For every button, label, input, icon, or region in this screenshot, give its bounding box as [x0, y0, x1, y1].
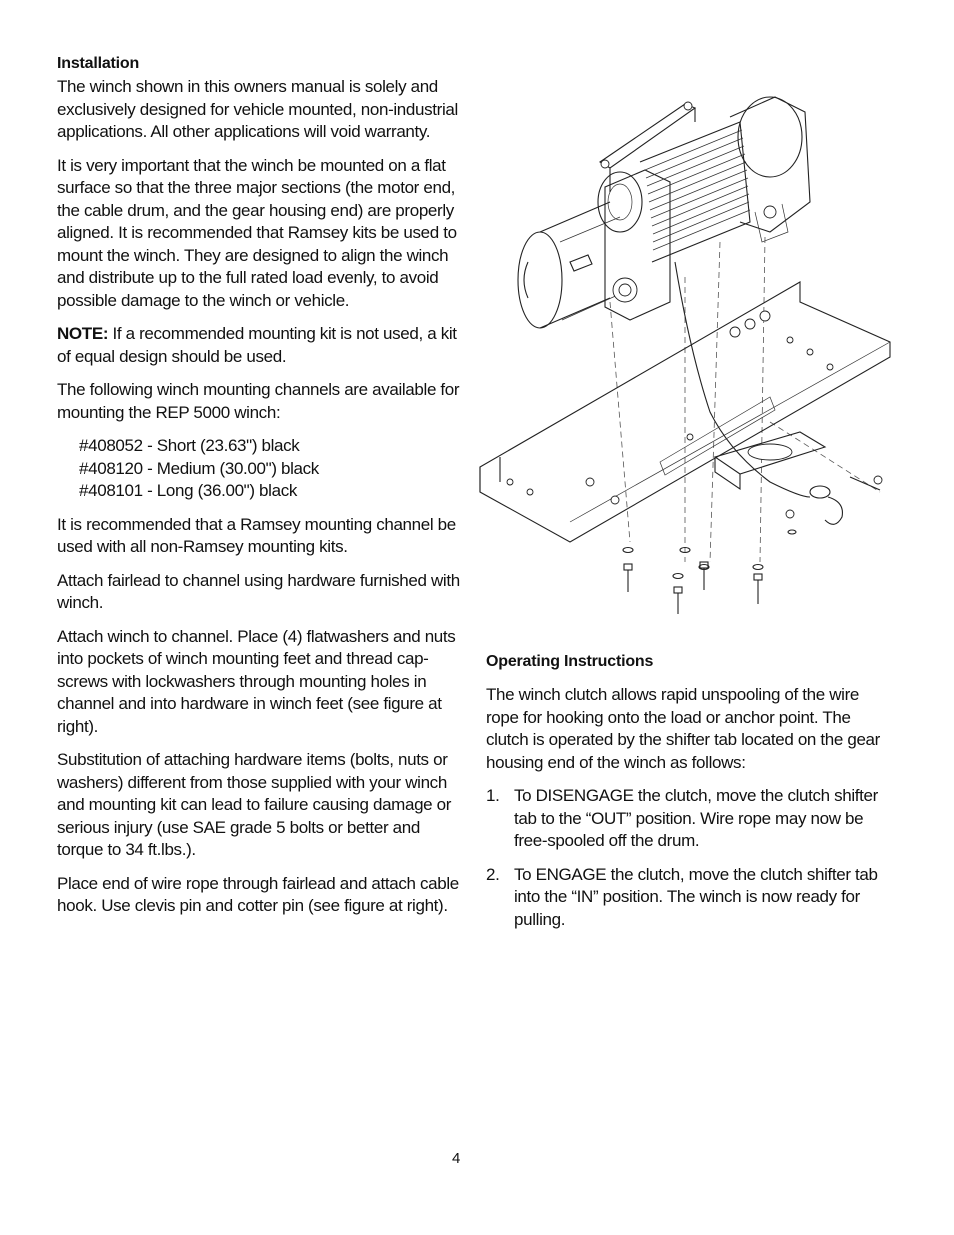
winch-tie-bar-frame [600, 102, 695, 192]
installation-section [57, 52, 467, 929]
installation-paragraph-1: The winch shown in this owners manual is solely and exclusively designed for vehicle mounted, non-industrial applications. All other applications will void warranty. [57, 77, 458, 141]
installation-paragraph-8: Place end of wire rope through fairlead and attach cable hook. Use clevis pin and cotter pin (see figure at right). [57, 873, 459, 915]
cable-drum [640, 122, 750, 262]
installation-heading: Installation [57, 55, 140, 72]
operating-intro: The winch clutch allows rapid unspooling of the wire rope for hooking onto the load or anchor point. The clutch is operated by the shifter tab located on the gear housing end of the winch as follows: [486, 685, 880, 772]
step-text: To ENGAGE the clutch, move the clutch shifter tab into the “IN” position. The winch is now ready for pulling. [514, 864, 878, 929]
note-label: NOTE: [57, 324, 109, 343]
winch-exploded-view-drawing [470, 92, 900, 617]
installation-paragraph-6: Attach winch to channel. Place (4) flatwashers and nuts into pockets of winch mounting feet and thread cap-screws with lockwashers through mounting holes in channel and into hardware in winch feet (see figure at right). [57, 626, 456, 736]
clutch-steps-list [486, 785, 891, 931]
mounting-channel-item: #408052 - Short (23.63") black [79, 436, 300, 455]
operating-heading: Operating Instructions [486, 653, 654, 670]
mounting-channel-item: #408120 - Medium (30.00") black [79, 458, 319, 478]
mounting-hardware [623, 476, 882, 614]
winch-mounting-diagram [470, 92, 900, 617]
installation-paragraph-2: It is very important that the winch be mounted on a flat surface so that the three major sections (the motor end, the cable drum, and the gear housing end) are properly aligned. It is recommended that Ramsey kits be used to mount the winch. They are designed to align the winch and distribute up to the full rated load evenly, to avoid possible damage to the winch or vehicle. [57, 155, 457, 310]
installation-paragraph-4: It is recommended that a Ramsey mounting channel be used with all non-Ramsey mounting kits. [57, 514, 456, 556]
cable-hook [810, 477, 880, 524]
alignment-guide-lines [610, 237, 880, 562]
step-text: To DISENGAGE the clutch, move the clutch shifter tab to the “OUT” position. Wire rope may now be free-spooled off the drum. [514, 786, 878, 850]
step-number: 2. [486, 864, 500, 884]
mounting-channel-item: #408101 - Long (36.00") black [79, 481, 297, 500]
installation-paragraph-5: Attach fairlead to channel using hardware furnished with winch. [57, 570, 460, 612]
wire-rope [675, 262, 810, 497]
note-paragraph [57, 323, 467, 368]
hawse-fairlead [715, 432, 825, 489]
note-text: If a recommended mounting kit is not used, a kit of equal design should be used. [57, 324, 457, 366]
list-item [486, 864, 891, 932]
step-number: 1. [486, 786, 500, 805]
mounting-channel-list [79, 435, 467, 503]
winch-motor-end-housing [730, 97, 810, 242]
winch-motor [518, 202, 637, 328]
list-item [486, 785, 891, 853]
operating-instructions-section [486, 650, 891, 942]
page-number: 4 [452, 1150, 461, 1167]
installation-paragraph-7: Substitution of attaching hardware items (bolts, nuts or washers) different from those supplied with your winch and mounting kit can lead to failure causing damage or serious injury (use SAE grade 5 bolts or better and torque to 34 ft.lbs.). [57, 750, 452, 859]
installation-paragraph-3: The following winch mounting channels are available for mounting the REP 5000 winch: [57, 380, 460, 422]
